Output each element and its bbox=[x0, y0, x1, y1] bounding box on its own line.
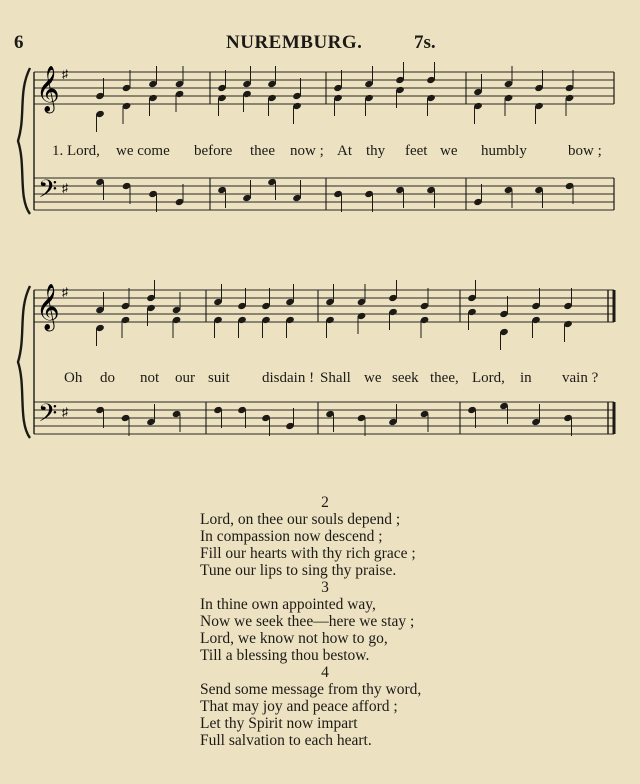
verse-line: In compassion now descend ; bbox=[200, 528, 383, 545]
verse-line: That may joy and peace afford ; bbox=[200, 698, 398, 715]
lyric-syllable: Oh bbox=[64, 370, 83, 386]
lyric-syllable: now ; bbox=[290, 143, 324, 159]
bass-clef: 𝄢 bbox=[38, 175, 58, 210]
verse-line: In thine own appointed way, bbox=[200, 596, 376, 613]
verse-number: 2 bbox=[321, 494, 329, 511]
verse-line: Lord, on thee our souls depend ; bbox=[200, 511, 401, 528]
lyric-syllable: feet bbox=[405, 143, 428, 159]
score-system-1 bbox=[18, 62, 614, 214]
treble-clef: 𝄞 bbox=[36, 284, 60, 330]
lyric-syllable: our bbox=[175, 370, 195, 386]
lyric-syllable: vain ? bbox=[562, 370, 599, 386]
verse-line: Tune our lips to sing thy praise. bbox=[200, 562, 397, 579]
lyric-syllable: seek bbox=[392, 370, 419, 386]
lyric-syllable: thee bbox=[250, 143, 275, 159]
lyric-syllable: At bbox=[337, 143, 352, 159]
verse-line: Full salvation to each heart. bbox=[200, 732, 372, 749]
lyric-syllable: Shall bbox=[320, 370, 351, 386]
lyric-syllable: humbly bbox=[481, 143, 527, 159]
system-brace bbox=[18, 286, 30, 438]
lyric-syllable: before bbox=[194, 143, 233, 159]
verse-line: Send some message from thy word, bbox=[200, 681, 422, 698]
hymn-meter: 7s. bbox=[414, 32, 436, 53]
score-system-2 bbox=[18, 280, 614, 438]
verse-line: Till a blessing thou bestow. bbox=[200, 647, 370, 664]
treble-clef: 𝄞 bbox=[36, 66, 60, 112]
page-number: 6 bbox=[14, 32, 24, 53]
lyric-syllable: Lord, bbox=[472, 370, 505, 386]
lyric-syllable: disdain ! bbox=[262, 370, 315, 386]
lyric-syllable: in bbox=[520, 370, 532, 386]
verse-number: 3 bbox=[321, 579, 329, 596]
lyric-syllable: we come bbox=[116, 143, 170, 159]
lyric-syllable: 1. Lord, bbox=[52, 143, 100, 159]
sharp-sign: ♯ bbox=[62, 405, 68, 419]
verse-line: Fill our hearts with thy rich grace ; bbox=[200, 545, 416, 562]
lyric-syllable: thee, bbox=[430, 370, 459, 386]
hymn-title: NUREMBURG. bbox=[226, 32, 363, 53]
lyric-syllable: thy bbox=[366, 143, 386, 159]
system-brace bbox=[18, 68, 30, 214]
lyric-syllable: suit bbox=[208, 370, 230, 386]
lyric-syllable: not bbox=[140, 370, 160, 386]
verse-line: Let thy Spirit now impart bbox=[200, 715, 358, 732]
lyric-syllable: do bbox=[100, 370, 115, 386]
lyric-syllable: we bbox=[440, 143, 458, 159]
sharp-sign: ♯ bbox=[62, 181, 68, 195]
verse-number: 4 bbox=[321, 664, 329, 681]
bass-clef: 𝄢 bbox=[38, 399, 58, 434]
verse-line: Now we seek thee—here we stay ; bbox=[200, 613, 415, 630]
sharp-sign: ♯ bbox=[62, 285, 68, 299]
sharp-sign: ♯ bbox=[62, 67, 68, 81]
lyric-syllable: we bbox=[364, 370, 382, 386]
additional-verses bbox=[200, 494, 530, 749]
lyric-syllable: bow ; bbox=[568, 143, 602, 159]
verse-line: Lord, we know not how to go, bbox=[200, 630, 388, 647]
